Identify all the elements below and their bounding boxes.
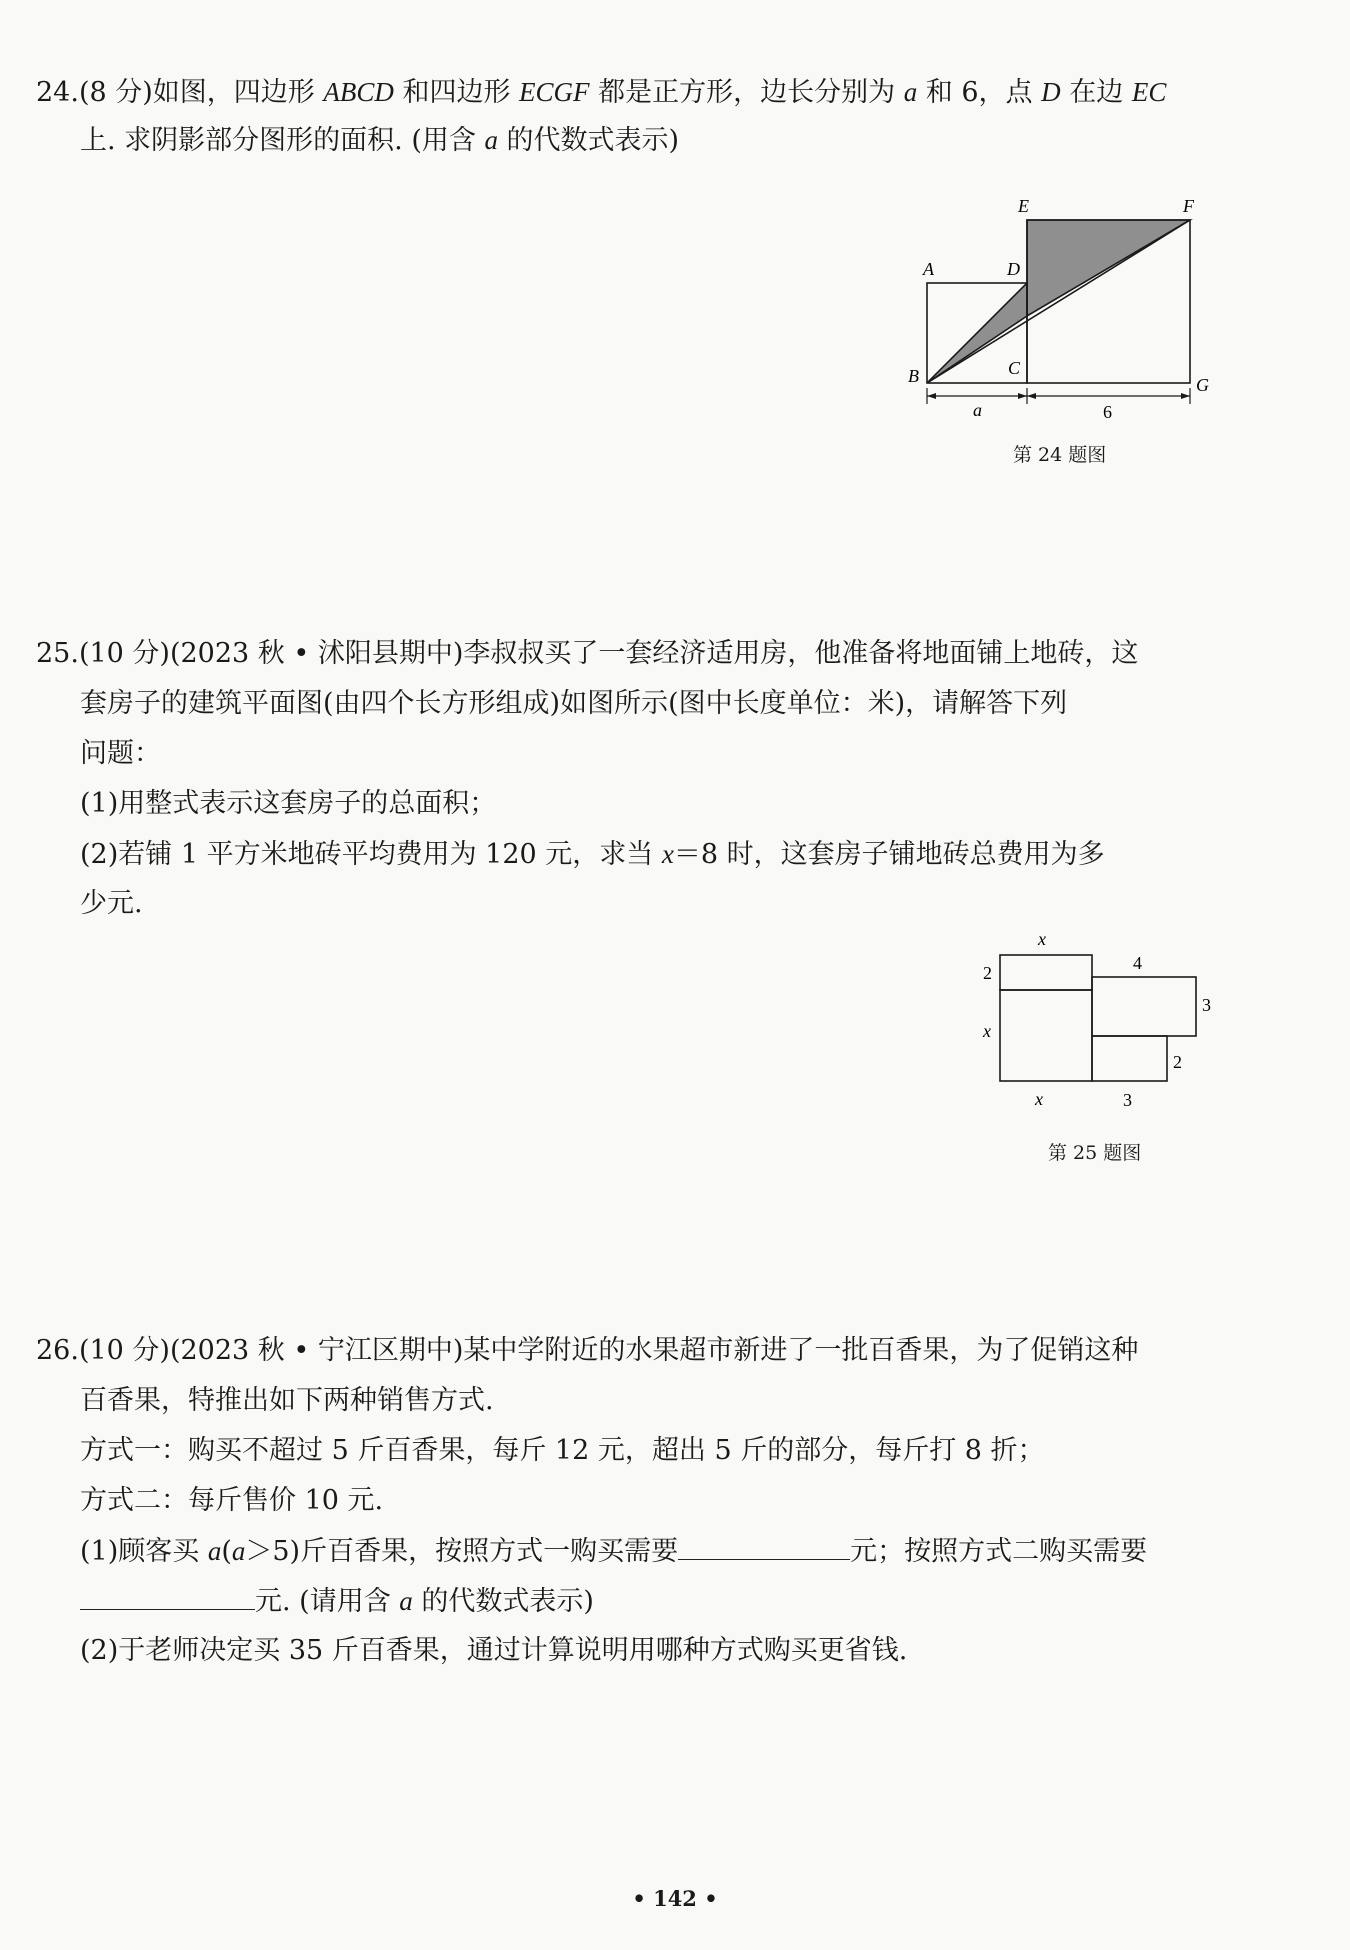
q26-text: (10 分)(2023 秋 • 宁江区期中)某中学附近的水果超市新进了一批百香果，为了促销这种 (78, 1335, 1139, 1366)
q25-part-1: (1)用整式表示这套房子的总面积； (80, 788, 497, 819)
q24-text: 上. 求阴影部分图形的面积. (用含 (80, 125, 485, 156)
q24-var-a: a (484, 125, 498, 155)
q25-text: ＝8 时，这套房子铺地砖总费用为多 (673, 839, 1105, 870)
q24-arrow (1181, 393, 1190, 399)
q25-label-4: 4 (1133, 953, 1142, 973)
q24-arrow (1027, 393, 1036, 399)
q24-text: 在边 (1060, 77, 1132, 108)
page-number: • 142 • (632, 1886, 718, 1911)
q26-way-1: 方式一：购买不超过 5 斤百香果，每斤 12 元，超出 5 斤的部分，每斤打 8 折； (80, 1435, 1045, 1466)
q26-var-a: a (231, 1536, 246, 1566)
q25-text: (10 分)(2023 秋 • 沭阳县期中)李叔叔买了一套经济适用房，他准备将地面铺上地砖，这 (78, 638, 1139, 669)
q24-label-d: D (1007, 259, 1020, 279)
q24-side-ec: EC (1131, 77, 1167, 107)
q25-var-x: x (661, 839, 674, 869)
q24-text: 的代数式表示) (497, 125, 680, 156)
q26-way-2: 方式二：每斤售价 10 元. (80, 1485, 384, 1516)
q24-label-f: F (1183, 196, 1194, 216)
q26-text: 元；按照方式二购买需要 (850, 1536, 1148, 1567)
q26-number: 26. (36, 1335, 79, 1366)
q26-var-a: a (207, 1536, 222, 1566)
q26-text: 元. (请用含 (255, 1586, 400, 1617)
q25-rect-right-bottom (1092, 1036, 1167, 1081)
q26-part-1-cont (80, 1583, 594, 1620)
q25-part-2 (80, 836, 1105, 873)
q26-text: (1)顾客买 (80, 1536, 208, 1567)
q24-text: 和四边形 (393, 77, 520, 108)
q25-label-left-x: x (983, 1021, 991, 1041)
q24-text: 和 6，点 (917, 77, 1042, 108)
q26-part-2: (2)于老师决定买 35 斤百香果，通过计算说明用哪种方式购买更省钱. (80, 1635, 908, 1666)
q24-label-e: E (1018, 196, 1029, 216)
q25-part-2-cont: 少元. (80, 888, 143, 919)
q24-arrow (927, 393, 936, 399)
q26-text: ( (221, 1536, 232, 1567)
q25-label-right-2: 2 (1173, 1052, 1182, 1072)
answer-blank-2[interactable] (80, 1583, 255, 1610)
q26-line-2: 百香果，特推出如下两种销售方式. (80, 1385, 494, 1416)
q24-line-2 (80, 122, 679, 159)
q25-line-2: 套房子的建筑平面图(由四个长方形组成)如图所示(图中长度单位：米)，请解答下列 (80, 688, 1068, 719)
q25-rect-right-top (1092, 977, 1196, 1036)
q24-label-g: G (1196, 375, 1209, 395)
q24-figure (900, 190, 1230, 420)
q24-point-d: D (1041, 77, 1061, 107)
q24-abcd: ABCD (323, 77, 394, 107)
q24-label-c: C (1008, 358, 1021, 378)
q24-caption: 第 24 题图 (1013, 444, 1107, 466)
q26-line-1 (36, 1333, 1138, 1369)
q26-text: 的代数式表示) (412, 1586, 594, 1617)
q25-figure (975, 925, 1235, 1125)
q25-number: 25. (36, 638, 79, 669)
q24-number: 24. (36, 77, 79, 108)
q24-text: 都是正方形，边长分别为 (589, 77, 904, 108)
q24-text: 如图，四边形 (152, 77, 324, 108)
q25-label-top-x: x (1038, 929, 1046, 949)
q25-label-right-3: 3 (1202, 995, 1211, 1015)
answer-blank-1[interactable] (678, 1533, 850, 1560)
q24-ecgf: ECGF (519, 77, 590, 107)
q25-label-bottom-3: 3 (1123, 1090, 1132, 1110)
q25-caption: 第 25 题图 (1048, 1142, 1142, 1164)
q24-score: (8 分) (78, 77, 153, 108)
q24-line-1 (36, 74, 1166, 111)
q24-dim-6: 6 (1103, 402, 1112, 420)
q25-rect-left (1000, 990, 1092, 1081)
q25-rect-top (1000, 955, 1092, 990)
q25-label-left-2: 2 (983, 963, 992, 983)
q24-label-b: B (908, 366, 919, 386)
q24-label-a: A (923, 259, 934, 279)
q24-arrow (1018, 393, 1027, 399)
q24-dim-a: a (973, 400, 982, 420)
q26-text: ＞5)斤百香果，按照方式一购买需要 (245, 1536, 679, 1567)
q26-part-1 (80, 1533, 1147, 1570)
q26-var-a: a (399, 1586, 413, 1616)
q25-line-1 (36, 636, 1138, 672)
q24-var-a: a (903, 77, 918, 107)
q25-line-3: 问题： (80, 738, 161, 769)
q25-label-bottom-x: x (1035, 1089, 1043, 1109)
q25-text: (2)若铺 1 平方米地砖平均费用为 120 元，求当 (80, 839, 662, 870)
